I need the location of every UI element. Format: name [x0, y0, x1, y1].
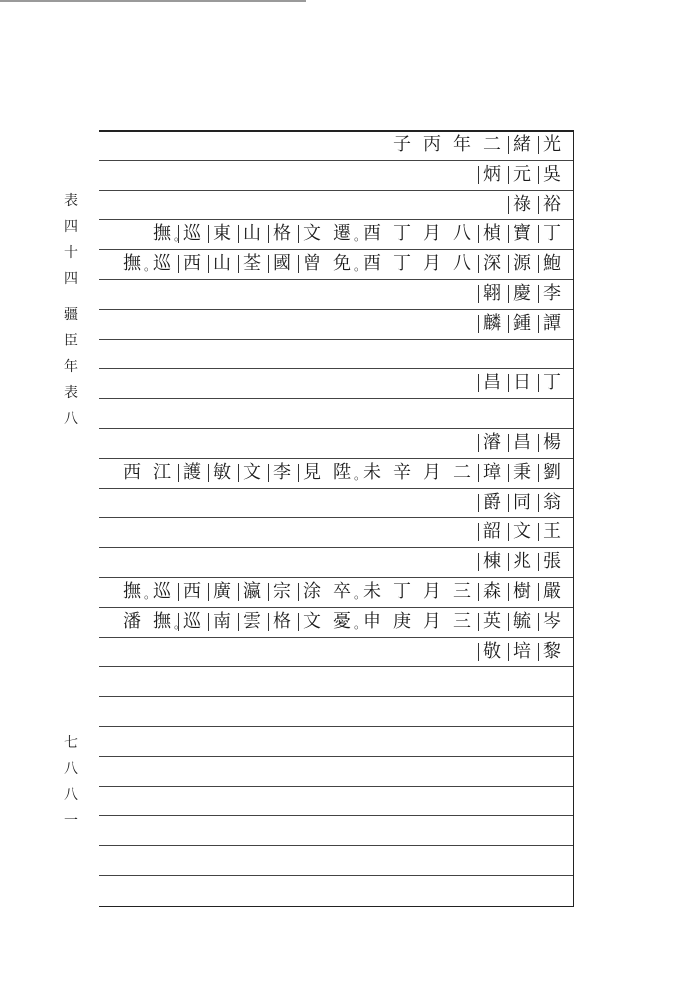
table-cell: 年 [453, 134, 471, 155]
table-row [147, 222, 567, 246]
table-cell: 文 [297, 610, 327, 634]
table-cell: 培 [507, 640, 537, 664]
row-rule [99, 309, 573, 310]
row-rule [99, 488, 573, 489]
row-rule [99, 607, 573, 608]
table-cell: 免 。 [327, 252, 357, 276]
table-cell: 山 [207, 252, 237, 276]
table-row [477, 491, 567, 515]
row-rule [99, 249, 573, 250]
row-rule [99, 398, 573, 399]
table-cell: 炳 [477, 163, 507, 187]
table-cell: 文 [507, 520, 537, 544]
scan-edge-line [0, 0, 306, 2]
table-cell: 西 [177, 580, 207, 604]
table-cell: 璋 [477, 461, 507, 485]
table-cell: 毓 [507, 610, 537, 634]
table-cell: 張 [537, 550, 567, 574]
table-cell: 月 [423, 610, 441, 632]
official-year-table [99, 130, 574, 907]
row-rule [99, 726, 573, 727]
table-cell: 裕 [537, 193, 567, 217]
table-cell: 國 [267, 252, 297, 276]
table-cell: 二 [453, 461, 471, 483]
margin-char: 四 [64, 271, 78, 287]
table-cell: 敬 [477, 640, 507, 664]
row-rule [99, 517, 573, 518]
table-cell: 西 [123, 461, 141, 483]
row-rule [99, 845, 573, 846]
table-cell: 月 [423, 223, 441, 245]
table-cell: 丁 [393, 581, 411, 602]
table-cell: 撫 。 [147, 610, 177, 634]
table-cell: 巡 [177, 222, 207, 246]
table-row [117, 610, 567, 634]
table-cell: 未 [363, 461, 381, 483]
row-rule [99, 875, 573, 876]
table-cell: 鮑 [537, 252, 567, 276]
table-row [387, 133, 567, 157]
table-cell: 文 [237, 461, 267, 485]
table-cell: 寶 [507, 222, 537, 246]
table-cell: 撫 。 [147, 222, 177, 246]
margin-char: 表 [64, 385, 78, 401]
table-cell: 巡 [153, 581, 171, 602]
table-cell: 八 [453, 253, 471, 275]
table-cell: 卒 。 [327, 580, 357, 604]
row-rule [99, 696, 573, 697]
table-cell: 子 [393, 134, 411, 155]
table-cell: 英 [477, 610, 507, 634]
table-cell: 辛 [393, 461, 411, 483]
table-row [507, 193, 567, 217]
table-cell: 撫 。 [117, 252, 147, 276]
table-cell: 巡 [177, 610, 207, 634]
table-cell: 護 [177, 461, 207, 485]
table-cell: 格 [267, 610, 297, 634]
table-cell: 江 [153, 461, 171, 483]
table-cell: 曾 [297, 252, 327, 276]
table-cell: 翶 [477, 282, 507, 306]
table-cell: 爵 [477, 491, 507, 515]
table-cell: 黎 [537, 640, 567, 664]
table-cell: 月 [423, 461, 441, 483]
table-cell: 緒 [507, 133, 537, 157]
margin-char: 四 [64, 219, 78, 235]
table-cell: 同 [507, 491, 537, 515]
table-cell: 憂 。 [327, 610, 357, 634]
row-rule [99, 666, 573, 667]
table-cell: 遷 。 [327, 222, 357, 246]
table-cell: 丙 [423, 134, 441, 155]
table-cell: 廣 [207, 580, 237, 604]
table-cell: 涂 [297, 580, 327, 604]
table-row [117, 580, 567, 604]
row-rule [99, 577, 573, 578]
table-cell: 秉 [507, 461, 537, 485]
row-rule [99, 547, 573, 548]
table-cell: 丁 [537, 222, 567, 246]
margin-char: 八 [64, 787, 78, 803]
margin-char: 八 [64, 761, 78, 777]
table-cell: 三 [453, 581, 471, 602]
margin-char: 七 [64, 735, 78, 751]
table-cell: 樹 [507, 580, 537, 604]
table-cell: 丁 [537, 371, 567, 395]
table-cell: 酉 [363, 253, 381, 275]
margin-char: 十 [64, 245, 78, 261]
table-row [477, 550, 567, 574]
row-rule [99, 815, 573, 816]
table-row [477, 312, 567, 336]
table-cell: 申 [363, 610, 381, 632]
table-cell: 陞 。 [327, 461, 357, 485]
table-row [477, 431, 567, 455]
table-cell: 祿 [507, 193, 537, 217]
table-row [117, 252, 567, 276]
table-cell: 兆 [507, 550, 537, 574]
table-cell: 慶 [507, 282, 537, 306]
table-row [477, 640, 567, 664]
table-cell: 劉 [537, 461, 567, 485]
table-cell: 東 [207, 222, 237, 246]
table-cell: 源 [507, 252, 537, 276]
table-cell: 丁 [393, 253, 411, 275]
table-cell: 丁 [393, 223, 411, 245]
table-row [477, 520, 567, 544]
table-cell: 翁 [537, 491, 567, 515]
table-cell: 撫 。 [117, 580, 147, 604]
table-cell: 山 [237, 222, 267, 246]
table-top-border [99, 130, 573, 132]
table-cell: 庚 [393, 610, 411, 632]
table-cell: 岑 [537, 610, 567, 634]
margin-char: 年 [64, 359, 78, 375]
table-cell: 昌 [507, 431, 537, 455]
table-cell: 月 [423, 581, 441, 602]
table-cell: 宗 [267, 580, 297, 604]
margin-char: 八 [64, 411, 78, 427]
table-cell: 森 [477, 580, 507, 604]
row-rule [99, 786, 573, 787]
margin-char: 臣 [64, 333, 78, 349]
table-cell: 敏 [207, 461, 237, 485]
row-rule [99, 279, 573, 280]
margin-title [60, 188, 82, 432]
table-cell: 三 [453, 610, 471, 632]
table-row [117, 461, 567, 485]
margin-char: 疆 [64, 307, 78, 323]
table-row [477, 163, 567, 187]
table-cell: 見 [297, 461, 327, 485]
table-cell: 巡 [153, 253, 171, 275]
page-number [60, 730, 82, 834]
table-cell: 文 [297, 222, 327, 246]
table-cell: 昌 [477, 371, 507, 395]
table-cell: 濬 [477, 431, 507, 455]
table-cell: 深 [477, 252, 507, 276]
table-row [477, 371, 567, 395]
table-cell: 酉 [363, 223, 381, 245]
table-cell: 潘 [123, 610, 141, 632]
table-cell: 月 [423, 253, 441, 275]
table-cell: 鍾 [507, 312, 537, 336]
table-row [477, 282, 567, 306]
table-cell: 八 [453, 223, 471, 245]
row-rule [99, 190, 573, 191]
row-rule [99, 339, 573, 340]
table-cell: 荃 [237, 252, 267, 276]
table-cell: 譚 [537, 312, 567, 336]
table-cell: 雲 [237, 610, 267, 634]
margin-char: 表 [64, 193, 78, 209]
table-cell: 元 [507, 163, 537, 187]
row-rule [99, 637, 573, 638]
table-cell: 嚴 [537, 580, 567, 604]
table-cell: 吳 [537, 163, 567, 187]
table-cell: 西 [177, 252, 207, 276]
row-rule [99, 428, 573, 429]
table-cell: 南 [207, 610, 237, 634]
table-cell: 麟 [477, 312, 507, 336]
row-rule [99, 756, 573, 757]
row-rule [99, 458, 573, 459]
table-cell: 日 [507, 371, 537, 395]
table-cell: 王 [537, 520, 567, 544]
table-cell: 格 [267, 222, 297, 246]
table-cell: 棟 [477, 550, 507, 574]
table-cell: 未 [363, 581, 381, 602]
row-rule [99, 368, 573, 369]
row-rule [99, 219, 573, 220]
margin-char: 一 [64, 813, 78, 829]
table-cell: 李 [267, 461, 297, 485]
table-cell: 李 [537, 282, 567, 306]
table-cell: 楨 [477, 222, 507, 246]
table-cell: 韶 [477, 520, 507, 544]
row-rule [99, 160, 573, 161]
table-cell: 楊 [537, 431, 567, 455]
table-cell: 二 [483, 134, 501, 155]
table-cell: 光 [537, 133, 567, 157]
table-cell: 瀛 [237, 580, 267, 604]
